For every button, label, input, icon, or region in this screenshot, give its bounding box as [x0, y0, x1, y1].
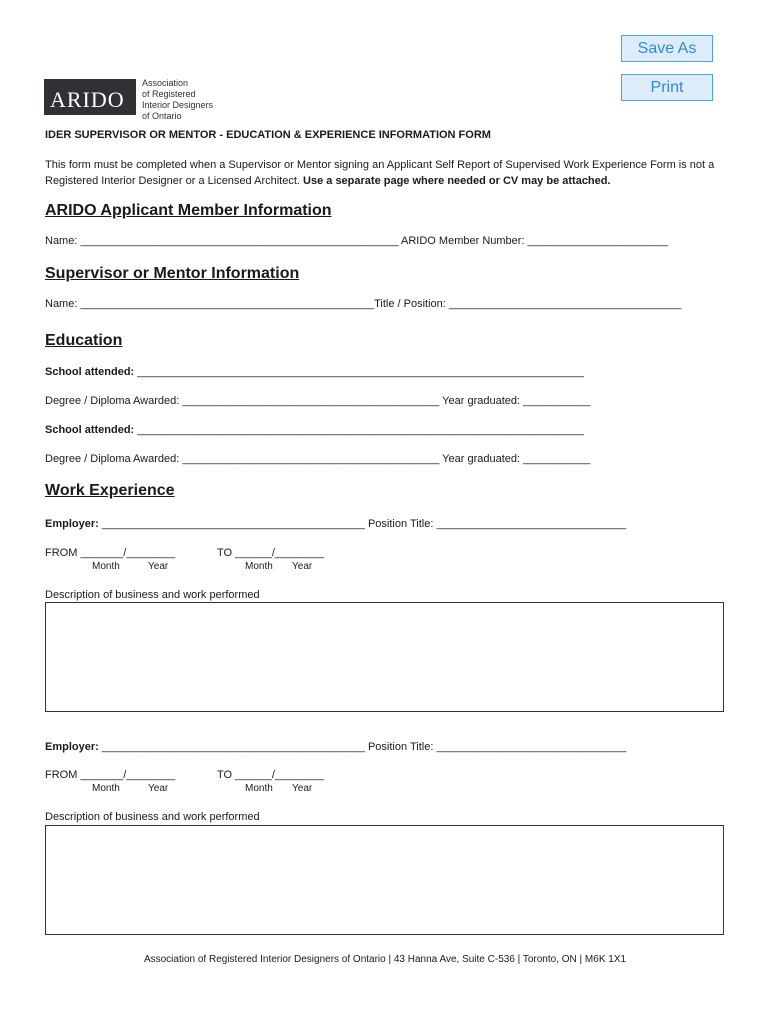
work-experience-heading: Work Experience	[45, 482, 175, 499]
degree-field-2[interactable]: Degree / Diploma Awarded: __________________________________________ Year graduated: ___________	[45, 453, 591, 465]
description-label-1: Description of business and work performed	[45, 589, 260, 601]
employer-label: Employer:	[45, 518, 99, 530]
arido-logo	[44, 79, 136, 115]
applicant-heading: ARIDO Applicant Member Information	[45, 202, 332, 219]
to-date-field-2[interactable]: TO ______/________	[217, 769, 324, 781]
logo-sub-line: of Ontario	[142, 111, 182, 121]
logo-sub-line: Interior Designers	[142, 100, 214, 110]
employer-field-2[interactable]	[45, 741, 626, 753]
logo-sub-line: of Registered	[142, 89, 196, 99]
intro-bold-text: Use a separate page where needed or CV may be attached.	[303, 175, 611, 187]
to-year-label: Year	[292, 561, 313, 572]
footer-address: Association of Registered Interior Designers of Ontario | 43 Hanna Ave, Suite C-536 | Toronto, ON | M6K 1X1	[143, 954, 627, 965]
to-date-field-1[interactable]: TO ______/________	[217, 547, 324, 559]
to-year-label: Year	[292, 783, 313, 794]
from-date-field-2[interactable]: FROM _______/________	[45, 769, 176, 781]
supervisor-name-field[interactable]: Name: ________________________________________________Title / Position: ______________________________________	[45, 298, 682, 310]
school-attended-field-2[interactable]	[45, 424, 584, 436]
supervisor-heading: Supervisor or Mentor Information	[45, 265, 300, 282]
employer-rest: ___________________________________________ Position Title: _______________________________	[98, 741, 627, 753]
intro-paragraph	[45, 157, 735, 189]
description-textarea-1[interactable]	[45, 602, 724, 712]
applicant-name-field[interactable]: Name: ____________________________________________________ ARIDO Member Number: _______________________	[45, 235, 669, 247]
degree-field-1[interactable]: Degree / Diploma Awarded: __________________________________________ Year graduated: ___________	[45, 395, 591, 407]
from-month-label: Month	[92, 561, 120, 572]
employer-field-1[interactable]	[45, 518, 626, 530]
logo-subtitle	[142, 78, 213, 122]
school-label: School attended:	[45, 424, 135, 436]
school-attended-field-1[interactable]	[45, 366, 584, 378]
intro-text: This form must be completed when a Supervisor or Mentor signing an Applicant Self Report of Supervised Work Experience Form is not a Registered Interior Designer or a Licensed Architect.	[45, 159, 715, 187]
logo-wordmark: ARIDO	[50, 87, 125, 112]
employer-rest: ___________________________________________ Position Title: _______________________________	[98, 518, 627, 530]
from-year-label: Year	[148, 561, 169, 572]
to-month-label: Month	[245, 561, 273, 572]
document-title: IDER SUPERVISOR OR MENTOR - EDUCATION & EXPERIENCE INFORMATION FORM	[45, 129, 491, 141]
to-month-label: Month	[245, 783, 273, 794]
description-label-2: Description of business and work performed	[45, 811, 260, 823]
employer-label: Employer:	[45, 741, 99, 753]
from-date-field-1[interactable]: FROM _______/________	[45, 547, 176, 559]
save-as-button[interactable]: Save As	[621, 35, 713, 62]
description-textarea-2[interactable]	[45, 825, 724, 935]
from-month-label: Month	[92, 783, 120, 794]
school-blank: _________________________________________________________________________	[134, 424, 584, 436]
school-blank: _________________________________________________________________________	[134, 366, 584, 378]
school-label: School attended:	[45, 366, 135, 378]
logo-sub-line: Association	[142, 78, 189, 88]
print-button[interactable]: Print	[621, 74, 713, 101]
from-year-label: Year	[148, 783, 169, 794]
education-heading: Education	[45, 332, 123, 349]
